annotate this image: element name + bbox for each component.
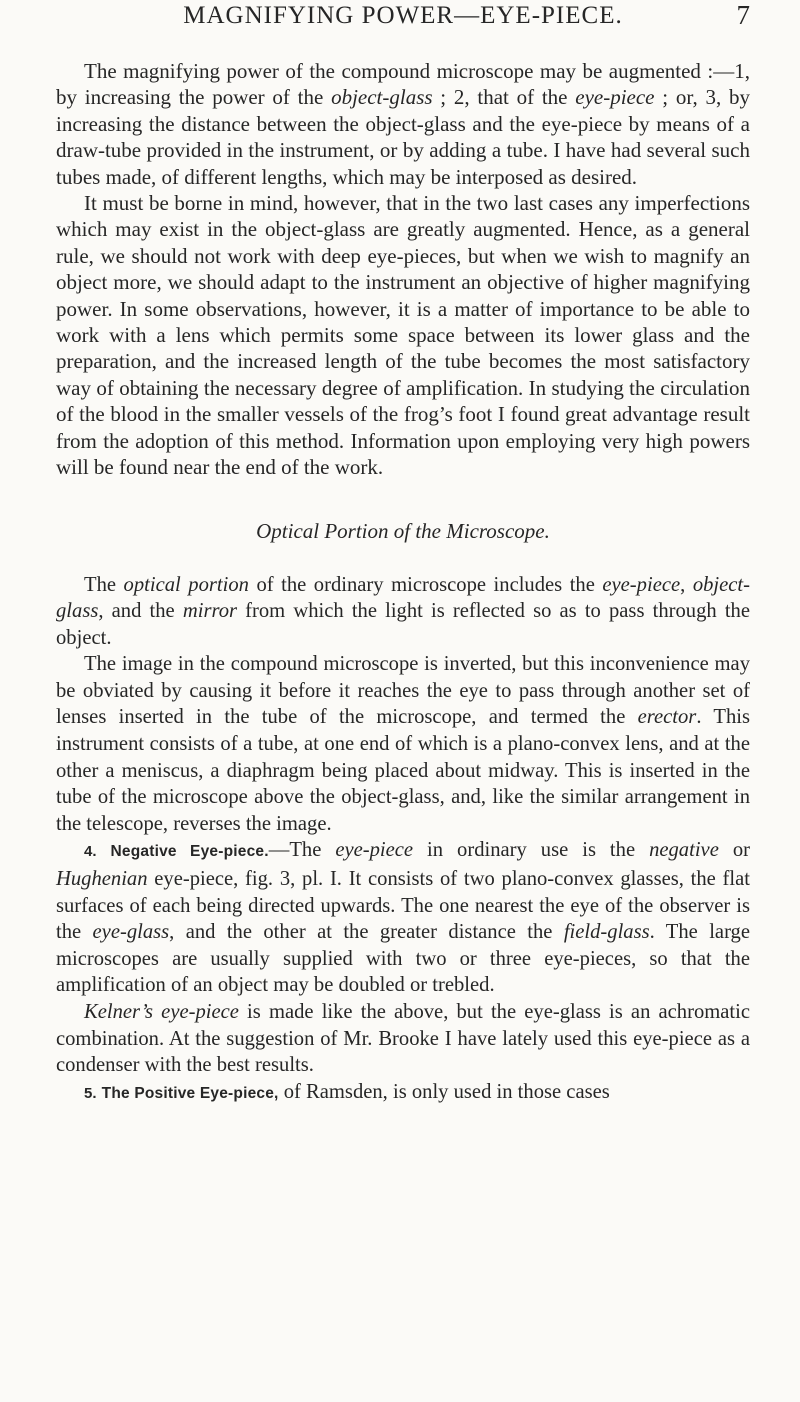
text-run: is made like the above, but the eye-glass is an achromatic combination. At the suggestion of Mr. Brooke I have lately used this eye-piece as a condenser with the best results.	[56, 1001, 750, 1077]
section-number: 5.	[84, 1084, 97, 1102]
text-run: ; 2, that of the	[432, 85, 576, 110]
italic-term: optical portion	[123, 573, 249, 596]
section-number: 4.	[84, 843, 97, 861]
text-run: ; or, 3, by increasing the distance between the object-glass and the eye-piece by means of a draw-tube provided in the instrument, or by adding a tube. I have had several such tubes made, of different lengths, which may be interposed as desired.	[56, 85, 750, 189]
italic-term: field-glass	[563, 921, 650, 944]
italic-term: erector	[637, 706, 697, 729]
italic-term: Hughenian	[56, 868, 148, 891]
text-run: —The	[268, 839, 336, 862]
italic-term: mirror	[182, 600, 238, 623]
subsection-heading: The Positive Eye-piece,	[101, 1084, 279, 1102]
running-title: MAGNIFYING POWER—EYE-PIECE.	[183, 2, 623, 29]
text-run: . This instrument consists of a tube, at one end of which is a plano-convex lens, and at the other a meniscus, a diaphragm being placed about midway. This is inserted in the tube of the microscope above the object-glass, and, like the similar arrangement in the telescope, reverses the image.	[56, 706, 750, 835]
italic-term: eye-piece	[335, 839, 414, 862]
italic-term: negative	[649, 839, 719, 862]
page-header	[56, 0, 750, 50]
italic-term: object-glass	[331, 85, 433, 110]
text-run: in ordinary use is the	[413, 839, 650, 862]
body-text-top	[56, 50, 750, 481]
italic-term: eye-glass	[92, 921, 170, 944]
paragraph-optical-portion	[56, 572, 750, 652]
text-run: or	[718, 839, 750, 862]
paragraph-kelner-eyepiece	[56, 999, 750, 1079]
paragraph-imperfections: It must be borne in mind, however, that in the two last cases any imperfections which may exist in the object-glass are greatly augmented. Hence, as a general rule, we should not work with deep eye-pieces, but when we wish to magnify an object more, we should adapt to the instrument an objective of higher magnifying power. In some observations, however, it is a matter of importance to be able to work with a lens which permits some space between its lower glass and the preparation, and the increased length of the tube becomes the most satisfactory way of obtaining the necessary degree of amplification. In studying the circulation of the blood in the smaller vessels of the frog’s foot I found great advantage result from the adoption of this method. Information upon employing very high powers will be found near the end of the work.	[56, 191, 750, 480]
text-run: . The large microscopes are usually supplied with two or three eye-pieces, so that the amplification of an object may be doubled or trebled.	[56, 921, 750, 997]
italic-term: eye-piece	[575, 85, 655, 110]
text-run: , and the	[98, 600, 183, 623]
text-run: ,	[680, 573, 693, 596]
subsection-heading: Negative Eye-piece.	[110, 843, 269, 861]
italic-term: eye-piece	[602, 573, 681, 596]
page-number: 7	[736, 0, 750, 30]
text-run: eye-piece, fig. 3, pl. I. It consists of two plano-convex glasses, the flat surfaces of each being directed upwards. The one nearest the eye of the observer is the	[56, 868, 750, 944]
section-title: Optical Portion of the Microscope.	[256, 518, 550, 543]
text-run: The image in the compound microscope is inverted, but this inconvenience may be obviated by causing it before it reaches the eye to pass through another set of lenses inserted in the tube of the microscope, and termed the	[56, 653, 750, 729]
italic-term: Kelner’s eye-piece	[84, 1001, 239, 1023]
text-run: of the ordinary microscope includes the	[248, 573, 603, 596]
italic-term: object-glass	[56, 573, 750, 623]
paragraph-erector	[56, 651, 750, 837]
text-run: from which the light is reflected so as to pass through the object.	[56, 600, 750, 649]
paragraph-negative-eyepiece	[56, 837, 750, 999]
text-run: The magnifying power of the compound microscope may be augmented :—1, by increasing the power of the	[56, 59, 750, 110]
paragraph-magnifying-power	[56, 58, 750, 190]
text-run: The	[84, 573, 124, 596]
text-run: of Ramsden, is only used in those cases	[278, 1080, 610, 1103]
paragraph-positive-eyepiece	[56, 1079, 750, 1108]
text-run: , and the other at the greater distance the	[169, 921, 564, 944]
